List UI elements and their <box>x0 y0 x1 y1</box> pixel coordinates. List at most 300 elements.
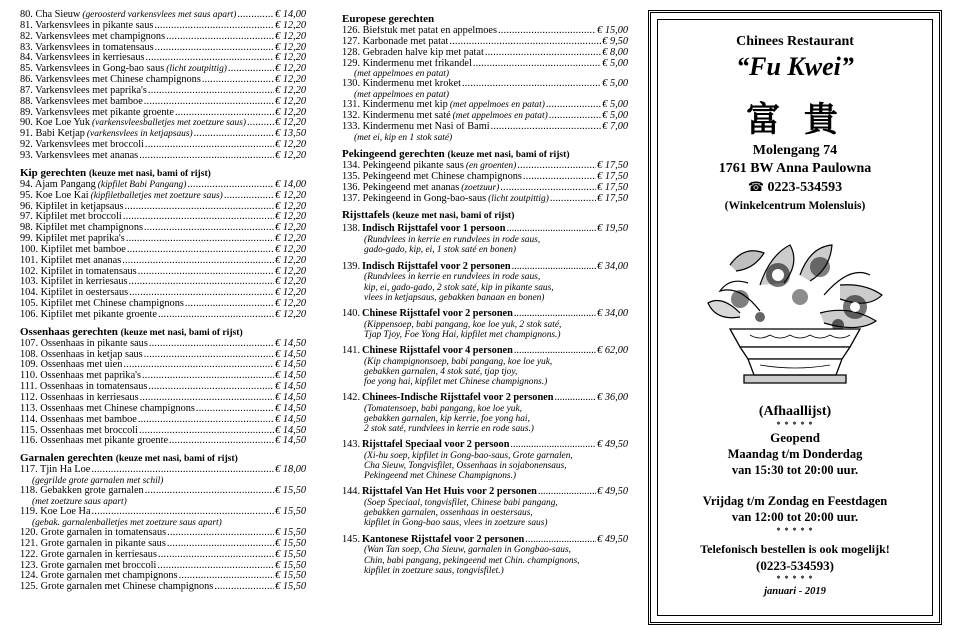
description-line: (Rundvlees in kerrie en rundvlees in rode saus, <box>364 272 541 283</box>
menu-item <box>20 151 306 162</box>
menu-item-price: € 14,50 <box>275 370 306 382</box>
menu-item <box>20 97 306 108</box>
menu-item-price: € 15,50 <box>275 537 306 549</box>
dot-leader <box>523 172 596 183</box>
menu-item-name: 130. Kindermenu met kroket <box>342 79 461 90</box>
menu-item-name: 133. Kindermenu met Nasi of Bami <box>342 122 490 133</box>
menu-item-name: 116. Ossenhaas met pikante groente <box>20 436 169 447</box>
rijsttafel-price: € 34,00 <box>597 260 628 272</box>
divider-stars-3: * * * * * <box>776 574 814 583</box>
dot-leader <box>550 194 596 205</box>
menu-item-name: 135. Pekingeend met Chinese champignons <box>342 171 522 182</box>
dot-leader <box>91 465 274 476</box>
menu-item-price: € 5,00 <box>602 99 628 111</box>
description-line: kip, ei, gado-gado, 2 stok saté, kip in pikante saus, <box>364 282 554 293</box>
menu-item <box>20 21 306 32</box>
menu-item-price: € 12,20 <box>275 41 306 53</box>
menu-item <box>342 111 628 122</box>
dot-leader <box>473 59 601 70</box>
menu-item-name: 101. Kipfilet met ananas <box>20 255 122 266</box>
menu-item-name: 124. Grote garnalen met champignons <box>20 571 178 582</box>
menu-item-price: € 12,20 <box>275 52 306 64</box>
menu-item <box>20 465 306 476</box>
menu-column-left <box>20 10 306 593</box>
menu-item-name: 80. Cha Sieuw <box>20 10 81 20</box>
dot-leader <box>167 528 274 539</box>
section-note: (keuze met nasi, bami of rijst) <box>447 149 570 161</box>
menu-item <box>20 393 306 404</box>
dot-leader <box>491 122 602 133</box>
dot-leader <box>145 486 274 497</box>
menu-item-price: € 14,50 <box>275 413 306 425</box>
dot-leader <box>129 277 275 288</box>
phone-line <box>658 180 932 196</box>
chinese-characters: 富 貴 <box>746 100 844 140</box>
panel-inner-border <box>657 19 933 616</box>
rijsttafel-description <box>342 545 628 575</box>
dot-leader <box>525 535 596 546</box>
rijsttafel-price: € 49,50 <box>597 439 628 451</box>
description-line: (Wan Tan soep, Cha Sieuw, garnalen in Gongbao-saus, <box>364 545 571 556</box>
menu-item <box>20 277 306 288</box>
menu-item-name: 128. Gebraden halve kip met patat <box>342 47 484 58</box>
section-title: Garnalen gerechten <box>20 452 113 465</box>
menu-item-price: € 18,00 <box>275 464 306 476</box>
menu-item-note: (licht zoutpittig) <box>166 64 227 75</box>
section-title: Europese gerechten <box>342 13 435 25</box>
rijsttafel-name: Rijsttafel Van Het Huis voor 2 personen <box>362 486 537 498</box>
section-title: Pekingeend gerechten <box>342 148 445 161</box>
description-line: Tjap Tjoy, Foe Yong Hai, kipfilet met champignons.) <box>364 329 561 340</box>
takeaway-title: (Afhaallijst) <box>758 404 832 419</box>
dot-leader <box>142 371 274 382</box>
menu-item-price: € 12,20 <box>275 189 306 201</box>
menu-item-name: 112. Ossenhaas in kerriesaus <box>20 393 139 403</box>
menu-item-price: € 17,50 <box>597 160 628 172</box>
menu-item-note: (geroosterd varkensvlees met saus apart) <box>82 10 237 20</box>
menu-item-name: 83. Varkensvlees in tomatensaus <box>20 42 154 53</box>
menu-item <box>20 486 306 497</box>
dot-leader <box>123 212 274 223</box>
menu-item-name: 127. Karbonade met patat <box>342 36 449 47</box>
menu-item-name: 99. Kipfilet met paprika's <box>20 234 125 245</box>
weekday-days: Maandag t/m Donderdag <box>727 447 863 461</box>
dot-leader <box>538 487 596 498</box>
dot-leader <box>214 582 274 593</box>
menu-item-price: € 14,50 <box>275 337 306 349</box>
menu-item-name: 129. Kindermenu met frikandel <box>342 58 472 69</box>
dot-leader <box>127 245 274 256</box>
weekend-hours: van 12:00 tot 20:00 uur. <box>731 510 859 524</box>
dot-leader <box>247 118 274 129</box>
menu-item-description: (gegrilde grote garnalen met schil) <box>32 476 164 487</box>
dot-leader <box>546 100 601 111</box>
menu-item-name: 123. Grote garnalen met broccoli <box>20 560 157 571</box>
rijsttafel-price: € 62,00 <box>597 344 628 356</box>
description-line: gebakken garnalen, ossenhaas in oestersaus, <box>364 508 533 519</box>
menu-item-note: (en groenten) <box>465 161 517 172</box>
rijsttafel-item <box>342 535 628 546</box>
menu-item-name: 103. Kipfilet in kerriesaus <box>20 277 128 288</box>
description-line: kipfilet in zoetzure saus, tongvisfilet.) <box>364 565 504 576</box>
menu-item <box>342 48 628 59</box>
rijsttafel-number: 142. <box>342 391 361 403</box>
menu-item-name: 114. Ossenhaas met bamboe <box>20 414 137 425</box>
menu-item-name: 118. Gebakken grote garnalen <box>20 486 144 497</box>
menu-item-description: (met appelmoes en patat) <box>354 69 450 80</box>
city-address: 1761 BW Anna Paulowna <box>718 161 872 176</box>
description-line: (Kip champignonsoep, babi pangang, koe loe yuk, <box>364 356 553 367</box>
menu-item-price: € 12,20 <box>275 211 306 223</box>
menu-item-name: 109. Ossenhaas met uien <box>20 360 123 371</box>
dot-leader <box>145 53 274 64</box>
dot-leader <box>514 309 596 320</box>
dot-leader <box>512 262 597 273</box>
menu-item-description: (met zoetzure saus apart) <box>32 497 127 507</box>
menu-item-note: (met appelmoes en patat) <box>452 111 548 122</box>
menu-item <box>20 32 306 43</box>
dot-leader <box>169 436 274 447</box>
menu-item-price: € 12,20 <box>275 276 306 288</box>
menu-item-price: € 12,20 <box>275 63 306 75</box>
menu-item-price: € 12,20 <box>275 19 306 31</box>
description-line: (Tomatensoep, babi pangang, koe loe yuk, <box>364 403 522 414</box>
dot-leader <box>144 350 274 361</box>
menu-item-name: 81. Varkensvlees in pikante saus <box>20 20 154 31</box>
dot-leader <box>549 111 602 122</box>
menu-item-price: € 15,50 <box>275 548 306 560</box>
menu-item-name: 113. Ossenhaas met Chinese champignons <box>20 403 195 414</box>
dot-leader <box>510 440 596 451</box>
menu-item-note: (met appelmoes en patat) <box>449 100 545 111</box>
menu-item-name: 94. Ajam Pangang <box>20 179 96 190</box>
menu-item-name: 121. Grote garnalen in pikante saus <box>20 538 166 549</box>
menu-item <box>20 43 306 54</box>
rijsttafel-number: 138. <box>342 223 361 235</box>
menu-item <box>20 108 306 119</box>
dot-leader <box>237 10 274 21</box>
street-address: Molengang 74 <box>752 143 838 158</box>
menu-item <box>20 339 306 350</box>
menu-item-name: 88. Varkensvlees met bamboe <box>20 96 143 107</box>
dot-leader <box>144 223 274 234</box>
section-header-rijsttafels <box>342 209 628 222</box>
dot-leader <box>139 151 274 162</box>
menu-item-price: € 12,20 <box>275 233 306 245</box>
dot-leader <box>138 415 274 426</box>
menu-item <box>342 122 628 133</box>
dot-leader <box>517 161 596 172</box>
menu-item-price: € 17,50 <box>597 181 628 193</box>
menu-item-description: (met ei, kip en 1 stok saté) <box>354 132 453 143</box>
menu-item-price: € 9,50 <box>602 35 628 47</box>
section-note: (keuze met nasi, bami of rijst) <box>88 167 211 179</box>
menu-item-price: € 12,20 <box>275 139 306 151</box>
menu-item <box>20 86 306 97</box>
description-line: (Xi-hu soep, kipfilet in Gong-bao-saus, Grote garnalen, <box>364 451 573 462</box>
menu-item-name: 122. Grote garnalen in kerriesaus <box>20 549 157 560</box>
menu-item-name: 87. Varkensvlees met paprika's <box>20 85 147 96</box>
description-line: Chin, babi pangang, pekingeend met Chin. champignons, <box>364 555 580 566</box>
menu-item-name: 105. Kipfilet met Chinese champignons <box>20 299 184 310</box>
dot-leader <box>554 393 596 404</box>
menu-item <box>20 582 306 593</box>
menu-item-price: € 14,50 <box>275 424 306 436</box>
phone-number: 0223-534593 <box>767 180 843 195</box>
description-line: (Soep Speciaal, tongvisfilet, Chinese babi pangang, <box>364 498 558 509</box>
dot-leader <box>126 234 274 245</box>
dot-leader <box>138 267 274 278</box>
rijsttafel-name: Indisch Rijsttafel voor 1 persoon <box>362 223 506 235</box>
section-note: (keuze met nasi, bami of rijst) <box>392 210 515 222</box>
dot-leader <box>92 507 275 518</box>
menu-item <box>20 539 306 550</box>
menu-item-name: 107. Ossenhaas in pikante saus <box>20 338 148 349</box>
menu-item-price: € 12,20 <box>275 149 306 161</box>
description-line: kipfilet in Gong-bao saus, vlees in zoetzure saus) <box>364 518 548 529</box>
menu-item-price: € 12,20 <box>275 117 306 129</box>
menu-item <box>20 10 306 21</box>
section-header-kip <box>20 167 306 180</box>
rijsttafel-description <box>342 357 628 387</box>
menu-item-price: € 15,50 <box>275 581 306 593</box>
menu-item <box>342 100 628 111</box>
menu-item-note: (zoetzuur) <box>461 182 500 193</box>
description-line: gado-gado, kip, ei, 1 stok saté en bonen) <box>364 245 517 256</box>
section-title: Kip gerechten <box>20 166 87 179</box>
menu-item-name: 96. Kipfilet in ketjapsaus <box>20 201 124 212</box>
rijsttafel-price: € 19,50 <box>597 223 628 235</box>
rijsttafel-item <box>342 309 628 320</box>
rijsttafel-number: 144. <box>342 486 361 498</box>
menu-item-price: € 14,50 <box>275 348 306 360</box>
section-header-pekingeend <box>342 148 628 161</box>
dot-leader <box>167 539 274 550</box>
phone-order-number: (0223-534593) <box>756 558 834 573</box>
phone-order-text: Telefonisch bestellen is ook mogelijk! <box>700 542 890 556</box>
restaurant-name: “Fu Kwei” <box>736 52 854 81</box>
description-line: 2 stok saté, rundvlees in kerrie en rode saus.) <box>364 424 534 435</box>
menu-item <box>20 180 306 191</box>
menu-item-name: 132. Kindermenu met saté <box>342 111 451 122</box>
section-title: Rijsttafels <box>342 209 390 222</box>
menu-item-price: € 13,50 <box>275 128 306 140</box>
section-note: (keuze met nasi, bami of rijst) <box>120 326 243 338</box>
menu-item <box>20 53 306 64</box>
dot-leader <box>179 571 275 582</box>
menu-item <box>20 256 306 267</box>
menu-item-name: 131. Kindermenu met kip <box>342 100 448 111</box>
menu-item <box>20 350 306 361</box>
menu-item-price: € 15,50 <box>275 559 306 571</box>
rijsttafel-item <box>342 393 628 404</box>
description-line: (Rundvlees in kerrie en rundvlees in rode saus, <box>364 235 541 246</box>
dot-leader <box>149 339 274 350</box>
menu-item-name: 90. Koe Loe Yuk <box>20 118 90 129</box>
dot-leader <box>202 75 274 86</box>
rijsttafel-item <box>342 440 628 451</box>
menu-item <box>20 550 306 561</box>
menu-item-price: € 12,20 <box>275 287 306 299</box>
menu-item-note: (varkensvlees in ketjapsaus) <box>86 129 193 140</box>
menu-item-name: 104. Kipfilet in oestersaus <box>20 288 129 299</box>
rijsttafel-description <box>342 404 628 434</box>
menu-item-name: 136. Pekingeend met ananas <box>342 182 460 193</box>
rijsttafel-name: Chinese Rijsttafel voor 4 personen <box>362 344 513 356</box>
menu-item-price: € 15,50 <box>275 506 306 518</box>
menu-item-price: € 12,20 <box>275 254 306 266</box>
menu-item-name: 108. Ossenhaas in ketjap saus <box>20 349 143 360</box>
description-line: foe yong hai, kipfilet met Chinese champignons.) <box>364 376 548 387</box>
menu-item <box>20 223 306 234</box>
menu-item-price: € 17,50 <box>597 192 628 204</box>
menu-item-name: 111. Ossenhaas in tomatensaus <box>20 382 148 393</box>
rijsttafel-item <box>342 224 628 235</box>
menu-item <box>20 129 306 140</box>
dot-leader <box>129 288 274 299</box>
section-note: (keuze met nasi, bami of rijst) <box>115 453 238 465</box>
menu-item-name: 125. Grote garnalen met Chinese champignons <box>20 582 214 593</box>
dot-leader <box>158 550 274 561</box>
menu-item <box>20 140 306 151</box>
dot-leader <box>166 32 274 43</box>
restaurant-type: Chinees Restaurant <box>736 34 854 49</box>
weekday-hours: van 15:30 tot 20:00 uur. <box>731 463 859 477</box>
description-line: gebakken garnalen, 4 stok saté, tjap tjoy, <box>364 366 518 377</box>
menu-item-name: 126. Biefstuk met patat en appelmoes <box>342 26 497 36</box>
menu-item <box>20 191 306 202</box>
menu-item-name: 119. Koe Loe Ha <box>20 507 91 518</box>
dot-leader <box>154 21 274 32</box>
dot-leader <box>228 64 274 75</box>
rijsttafel-description <box>342 451 628 481</box>
menu-item-price: € 12,20 <box>275 74 306 86</box>
menu-item-price: € 14,50 <box>275 402 306 414</box>
menu-item <box>20 64 306 75</box>
menu-item <box>20 371 306 382</box>
section-header-ossenhaas <box>20 326 306 339</box>
menu-item <box>342 194 628 205</box>
menu-item-note: (varkensvleesballetjes met zoetzure saus) <box>91 118 247 129</box>
divider-stars-2: * * * * * <box>776 526 814 535</box>
rijsttafel-number: 140. <box>342 307 361 319</box>
description-line: gebakken garnalen, kip kerrie, foe yong hai, <box>364 413 530 424</box>
menu-item <box>342 59 628 70</box>
menu-item-price: € 8,00 <box>602 46 628 58</box>
rijsttafel-number: 143. <box>342 439 361 451</box>
rijsttafel-number: 139. <box>342 260 361 272</box>
rijsttafel-description <box>342 498 628 528</box>
menu-item-price: € 14,50 <box>275 359 306 371</box>
menu-item <box>20 404 306 415</box>
menu-item <box>20 202 306 213</box>
dot-leader <box>157 561 274 572</box>
rijsttafel-number: 145. <box>342 533 361 545</box>
menu-item-name: 82. Varkensvlees met champignons <box>20 31 166 42</box>
dot-leader <box>158 310 274 321</box>
telephone-icon: ☎ <box>747 180 765 195</box>
menu-item <box>20 245 306 256</box>
menu-item-price: € 14,00 <box>275 178 306 190</box>
description-line: Pekingeend met Chinese Champignons.) <box>364 471 517 482</box>
menu-item-note: (kipfilet Babi Pangang) <box>97 179 187 190</box>
menu-item <box>20 288 306 299</box>
menu-item-price: € 12,20 <box>275 30 306 42</box>
menu-item-name: 100. Kipfilet met bamboe <box>20 244 126 255</box>
dot-leader <box>155 43 274 54</box>
menu-item <box>342 26 628 37</box>
menu-item-name: 85. Varkensvlees in Gong-bao saus <box>20 64 165 75</box>
mall-name: (Winkelcentrum Molensluis) <box>724 200 866 212</box>
menu-item <box>20 234 306 245</box>
menu-item-name: 115. Ossenhaas met broccoli <box>20 425 139 436</box>
menu-item-name: 134. Pekingeend pikante saus <box>342 161 464 172</box>
menu-item-price: € 7,00 <box>602 121 628 133</box>
dot-leader <box>506 224 596 235</box>
open-label: Geopend <box>770 430 820 445</box>
menu-item-price: € 12,20 <box>275 298 306 310</box>
menu-item-name: 91. Babi Ketjap <box>20 129 85 140</box>
rijsttafel-item <box>342 346 628 357</box>
rijsttafel-item <box>342 262 628 273</box>
menu-item-description: (met appelmoes en patat) <box>354 90 450 101</box>
menu-item-price: € 12,20 <box>275 95 306 107</box>
dot-leader <box>140 393 275 404</box>
menu-item-price: € 12,20 <box>275 200 306 212</box>
dot-leader <box>122 256 274 267</box>
menu-item <box>342 37 628 48</box>
menu-item <box>20 118 306 129</box>
menu-item-price: € 17,50 <box>597 170 628 182</box>
menu-item-price: € 5,00 <box>602 57 628 69</box>
section-header-garnalen <box>20 452 306 465</box>
menu-item-price: € 12,20 <box>275 222 306 234</box>
menu-date: januari - 2019 <box>764 586 826 597</box>
menu-item-price: € 12,20 <box>275 243 306 255</box>
rijsttafel-item <box>342 487 628 498</box>
menu-item <box>342 161 628 172</box>
menu-item <box>20 426 306 437</box>
dot-leader <box>139 426 274 437</box>
dot-leader <box>123 360 274 371</box>
menu-item-note: (kipfiletballetjes met zoetzure saus) <box>90 190 223 201</box>
menu-item-price: € 14,00 <box>275 9 306 20</box>
description-line: vlees in ketjapsaus, gebakken banaan en bonen) <box>364 292 545 303</box>
dot-leader <box>187 180 274 191</box>
rijsttafel-description <box>342 235 628 255</box>
menu-item <box>20 382 306 393</box>
menu-column-middle <box>342 10 628 582</box>
dot-leader <box>144 97 274 108</box>
menu-item-price: € 12,20 <box>275 84 306 96</box>
rijsttafel-price: € 49,50 <box>597 486 628 498</box>
menu-item-name: 86. Varkensvlees met Chinese champignons <box>20 75 201 86</box>
rijsttafel-price: € 49,50 <box>597 533 628 545</box>
menu-item-description: (gebak. garnalenballetjes met zoetzure saus apart) <box>32 517 222 528</box>
section-header-europese <box>342 13 628 26</box>
menu-item-name: 93. Varkensvlees met ananas <box>20 150 139 161</box>
menu-item <box>20 528 306 539</box>
flower-basket-illustration <box>700 225 890 387</box>
menu-item-name: 117. Tjin Ha Loe <box>20 465 91 476</box>
dot-leader <box>485 48 601 59</box>
dot-leader <box>500 183 596 194</box>
rijsttafel-description <box>342 272 628 302</box>
menu-item-price: € 12,20 <box>275 308 306 320</box>
divider-stars: * * * * * <box>776 420 814 429</box>
restaurant-info-panel <box>648 10 942 625</box>
rijsttafel-number: 141. <box>342 344 361 356</box>
